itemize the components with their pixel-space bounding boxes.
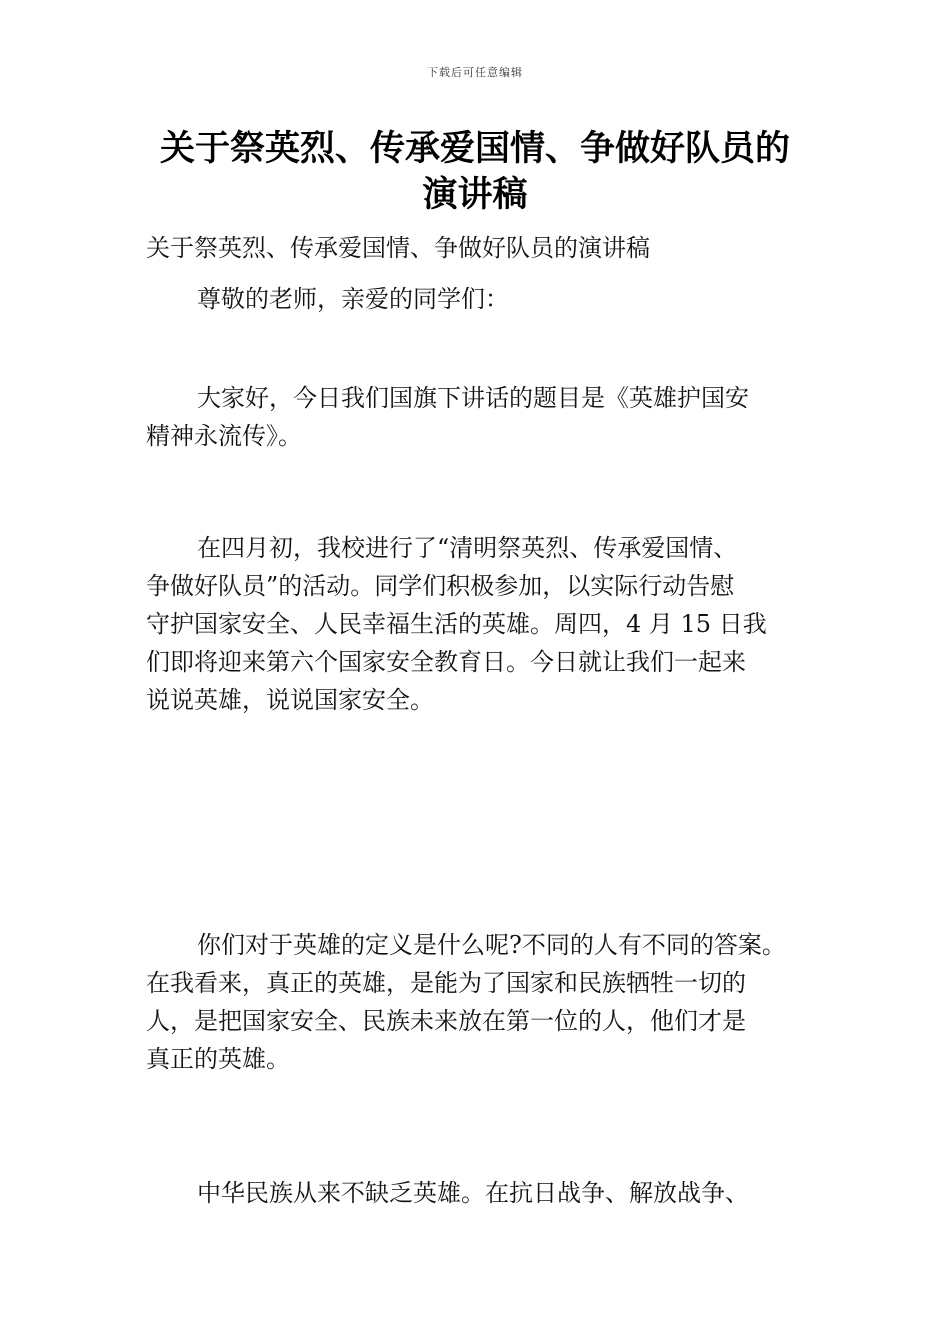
paragraph-line: 争做好队员”的活动。同学们积极参加，以实际行动告慰 <box>146 572 735 600</box>
paragraph-line: 中华民族从来不缺乏英雄。在抗日战争、解放战争、 <box>197 1179 749 1207</box>
greeting <box>146 280 816 318</box>
subtitle <box>146 229 816 267</box>
paragraph-3 <box>146 926 816 1078</box>
paragraph-line: 大家好，今日我们国旗下讲话的题目是《英雄护国安 <box>197 384 749 412</box>
paragraph-line: 你们对于英雄的定义是什么呢?不同的人有不同的答案。 <box>197 931 786 959</box>
title-line-1: 关于祭英烈、传承爱国情、争做好队员的 <box>159 129 790 169</box>
title-line-2: 演讲稿 <box>422 175 528 215</box>
paragraph-line: 在我看来，真正的英雄，是能为了国家和民族牺牲一切的 <box>146 969 746 997</box>
paragraph-4 <box>146 1174 816 1212</box>
header-note: 下载后可任意编辑 <box>427 66 523 79</box>
paragraph-2 <box>146 529 816 719</box>
paragraph-line: 人，是把国家安全、民族未来放在第一位的人，他们才是 <box>146 1007 746 1035</box>
greeting-line: 尊敬的老师，亲爱的同学们： <box>197 285 509 313</box>
subtitle-line: 关于祭英烈、传承爱国情、争做好队员的演讲稿 <box>146 234 650 262</box>
paragraph-1 <box>146 379 816 455</box>
paragraph-line: 们即将迎来第六个国家安全教育日。今日就让我们一起来 <box>146 648 746 676</box>
paragraph-line: 精神永流传》。 <box>146 422 302 450</box>
paragraph-line: 在四月初，我校进行了“清明祭英烈、传承爱国情、 <box>197 534 738 562</box>
paragraph-line: 守护国家安全、人民幸福生活的英雄。周四，4 月 15 日我 <box>146 610 767 638</box>
paragraph-line: 说说英雄，说说国家安全。 <box>146 686 434 714</box>
paragraph-line: 真正的英雄。 <box>146 1045 290 1073</box>
document-title <box>150 126 800 218</box>
